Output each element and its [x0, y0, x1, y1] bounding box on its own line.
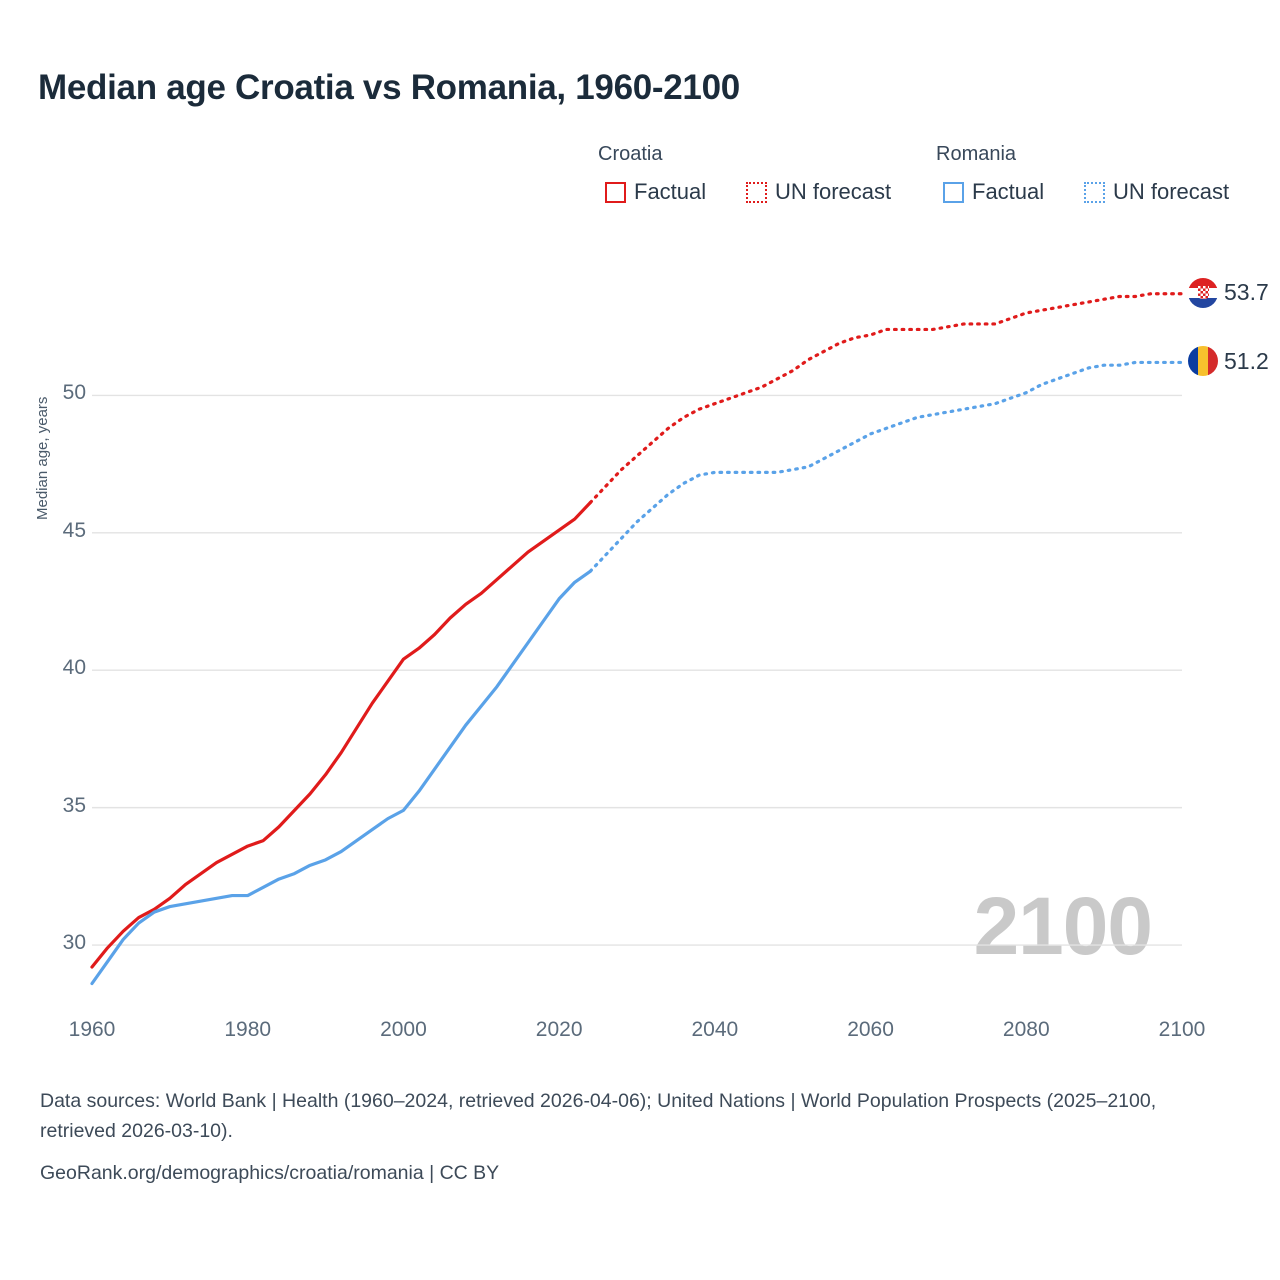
footer — [40, 1086, 1160, 1188]
legend-label: Factual — [972, 179, 1045, 204]
y-tick-label: 40 — [62, 656, 86, 680]
end-value: 53.7 — [1224, 279, 1269, 306]
series-line-forecast-romania — [590, 362, 1182, 571]
x-tick-label: 2040 — [691, 1018, 739, 1041]
end-value: 51.2 — [1224, 347, 1269, 374]
y-axis-label: Median age, years — [34, 396, 51, 520]
source-link[interactable]: GeoRank.org/demographics/croatia/romania | CC BY — [40, 1162, 500, 1184]
series-line-factual-croatia — [92, 503, 590, 967]
x-tick-label: 1980 — [224, 1018, 272, 1041]
y-tick-label: 35 — [62, 793, 86, 817]
x-tick-label: 2060 — [847, 1018, 894, 1041]
x-tick-label: 2100 — [1158, 1018, 1206, 1041]
romania-flag-icon — [1188, 346, 1218, 376]
x-tick-label: 1960 — [68, 1018, 116, 1041]
y-tick-label: 45 — [62, 518, 86, 542]
page-title: Median age Croatia vs Romania, 1960-2100 — [38, 68, 740, 107]
legend-label: Factual — [634, 179, 707, 204]
data-sources-text: Data sources: World Bank | Health (1960–2024, retrieved 2026-04-06); United Nations | World Population Prospects (2025–2100, retrieved 2026-03-10). — [40, 1090, 1157, 1142]
x-tick-label: 2020 — [535, 1018, 583, 1041]
end-label-romania — [1188, 346, 1269, 376]
legend-label: UN forecast — [1113, 179, 1230, 204]
series-line-forecast-croatia — [590, 294, 1182, 503]
watermark-year: 2100 — [973, 881, 1152, 972]
end-label-croatia — [1188, 278, 1269, 308]
series-line-factual-romania — [92, 571, 590, 983]
y-tick-label: 30 — [62, 931, 86, 955]
x-tick-label: 2080 — [1002, 1018, 1050, 1041]
croatia-flag-icon — [1188, 278, 1218, 308]
legend-label: UN forecast — [775, 179, 892, 204]
legend-country-romania: Romania — [936, 143, 1017, 165]
x-tick-label: 2000 — [380, 1018, 427, 1041]
legend-country-croatia: Croatia — [598, 143, 663, 165]
y-tick-label: 50 — [62, 381, 86, 405]
